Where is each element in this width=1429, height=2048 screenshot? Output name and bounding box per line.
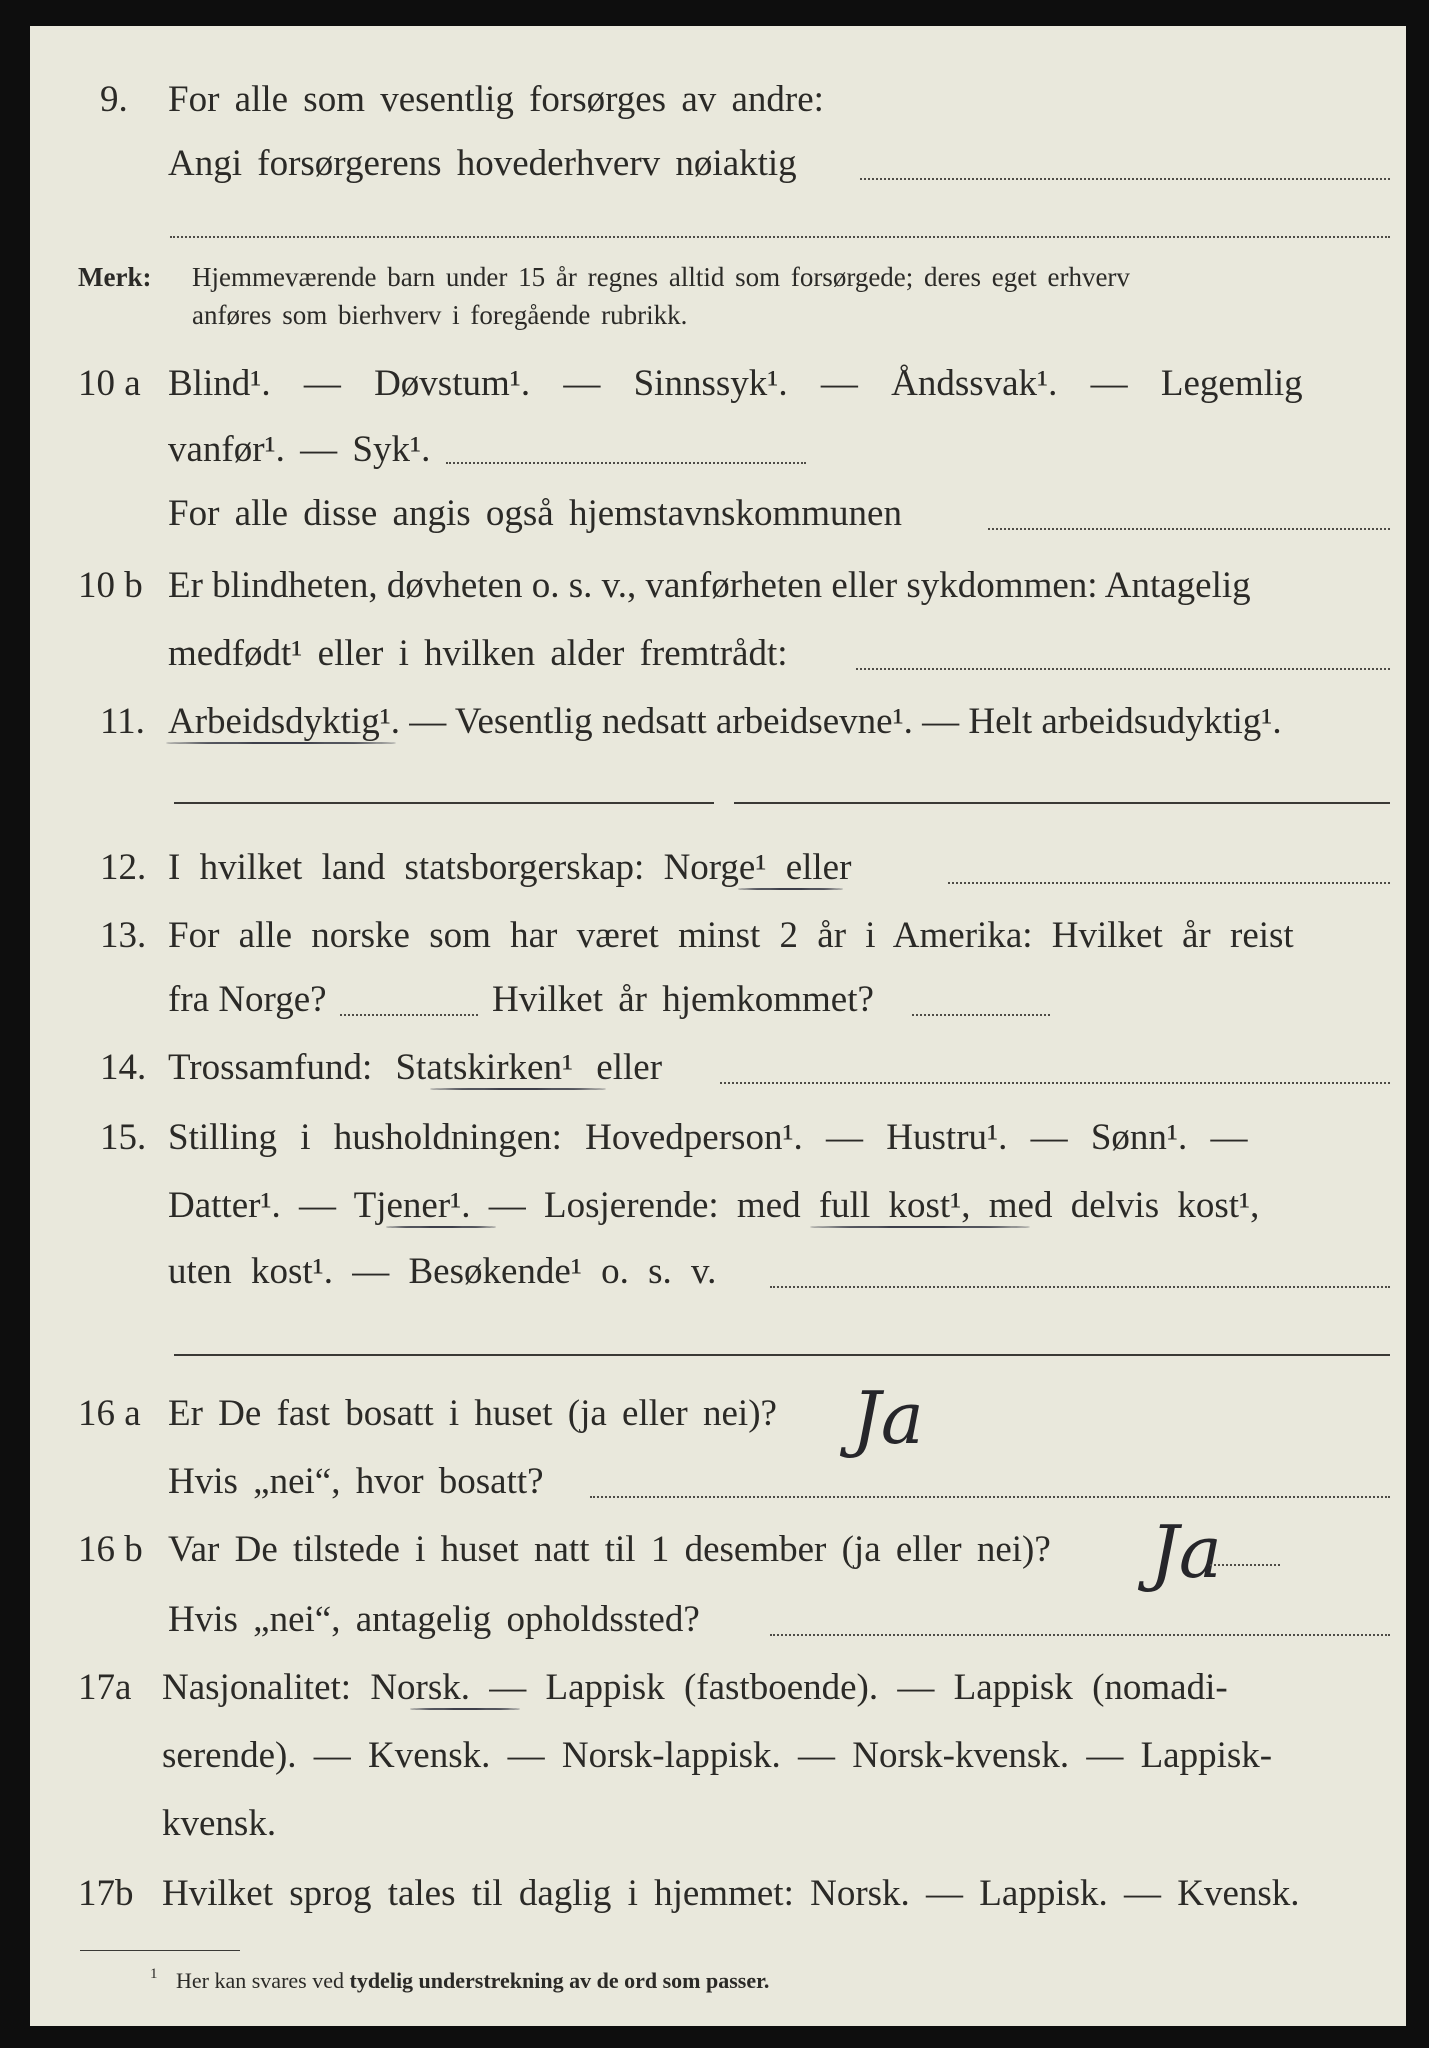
question-text: Nasjonalitet: Norsk. — Lappisk (fastboende). — Lappisk (nomadi-	[162, 1667, 1228, 1708]
question-number: 9.	[100, 79, 128, 120]
answer-line[interactable]	[770, 1286, 1390, 1288]
question-text: Hvilket år hjemkommet?	[492, 979, 874, 1020]
question-number: 16 a	[78, 1393, 141, 1434]
question-text: fra Norge?	[168, 979, 327, 1020]
question-text: Stilling i husholdningen: Hovedperson¹. — Hustru¹. — Sønn¹. —	[168, 1117, 1248, 1158]
question-number: 11.	[100, 701, 145, 742]
question-text: Arbeidsdyktig¹. — Vesentlig nedsatt arbeidsevne¹. — Helt arbeidsudyktig¹.	[168, 701, 1282, 742]
question-number: 10 a	[78, 363, 141, 404]
footnote-text	[176, 1968, 769, 1994]
footnote-text-bold: tydelig understrekning av de ord som passer.	[349, 1968, 770, 1993]
answer-rule[interactable]	[174, 1354, 1390, 1356]
handwritten-underline	[410, 1708, 520, 1710]
question-text: For alle disse angis også hjemstavnskommunen	[168, 493, 902, 534]
handwritten-answer: Ja	[1150, 1510, 1222, 1594]
question-text: Var De tilstede i huset natt til 1 desember (ja eller nei)?	[168, 1529, 1051, 1570]
question-number: 14.	[100, 1047, 147, 1088]
answer-line[interactable]	[590, 1496, 1390, 1498]
question-number: 13.	[100, 915, 147, 956]
answer-line[interactable]	[988, 528, 1390, 530]
question-text: Hvilket sprog tales til daglig i hjemmet: Norsk. — Lappisk. — Kvensk.	[162, 1873, 1300, 1914]
answer-line[interactable]	[770, 1634, 1390, 1636]
footnote-marker: 1	[150, 1966, 158, 1982]
question-text: Hvis „nei“, hvor bosatt?	[168, 1461, 544, 1502]
note-text: anføres som bierhverv i foregående rubrikk.	[192, 300, 688, 330]
question-text: Trossamfund: Statskirken¹ eller	[168, 1047, 663, 1088]
question-text: Blind¹. — Døvstum¹. — Sinnssyk¹. — Åndssvak¹. — Legemlig	[168, 363, 1303, 404]
handwritten-answer: Ja	[852, 1376, 924, 1460]
footnote-text-plain: Her kan svares ved	[176, 1968, 344, 1993]
handwritten-underline	[810, 1226, 1030, 1228]
question-text: uten kost¹. — Besøkende¹ o. s. v.	[168, 1251, 717, 1292]
question-text: Er De fast bosatt i huset (ja eller nei)?	[168, 1393, 777, 1434]
answer-line[interactable]	[860, 178, 1390, 180]
note-text: Hjemmeværende barn under 15 år regnes alltid som forsørgede; deres eget erhverv	[192, 262, 1130, 292]
handwritten-underline	[166, 742, 396, 744]
answer-line[interactable]	[170, 236, 1390, 238]
note-label: Merk:	[78, 262, 152, 292]
question-number: 15.	[100, 1117, 147, 1158]
question-text: Er blindheten, døvheten o. s. v., vanførheten eller sykdommen: Antagelig	[168, 565, 1251, 606]
answer-rule[interactable]	[174, 802, 714, 804]
question-number: 10 b	[78, 565, 143, 606]
question-text: Hvis „nei“, antagelig opholdssted?	[168, 1599, 700, 1640]
answer-line[interactable]	[912, 1014, 1050, 1016]
question-text: For alle norske som har været minst 2 år i Amerika: Hvilket år reist	[168, 915, 1294, 956]
question-text: Angi forsørgerens hovederhverv nøiaktig	[168, 143, 797, 184]
question-text: I hvilket land statsborgerskap: Norge¹ eller	[168, 847, 852, 888]
handwritten-underline	[430, 1088, 606, 1090]
question-number: 12.	[100, 847, 147, 888]
answer-line[interactable]	[340, 1014, 478, 1016]
footnote-rule	[80, 1950, 240, 1951]
question-text: Datter¹. — Tjener¹. — Losjerende: med full kost¹, med delvis kost¹,	[168, 1185, 1260, 1226]
question-text: medfødt¹ eller i hvilken alder fremtrådt:	[168, 633, 788, 674]
question-text: serende). — Kvensk. — Norsk-lappisk. — Norsk-kvensk. — Lappisk-	[162, 1735, 1273, 1776]
question-text: For alle som vesentlig forsørges av andre:	[168, 79, 824, 120]
handwritten-underline	[738, 888, 843, 890]
question-text: vanfør¹. — Syk¹.	[168, 429, 431, 470]
census-form-page	[30, 26, 1406, 2026]
handwritten-underline	[386, 1226, 496, 1228]
answer-line[interactable]	[948, 882, 1390, 884]
question-number: 16 b	[78, 1529, 143, 1570]
question-number: 17a	[78, 1667, 132, 1708]
answer-line[interactable]	[446, 462, 806, 464]
question-number: 17b	[78, 1873, 134, 1914]
answer-rule[interactable]	[734, 802, 1390, 804]
question-text: kvensk.	[162, 1803, 277, 1844]
answer-line[interactable]	[720, 1082, 1390, 1084]
answer-line[interactable]	[1210, 1564, 1280, 1566]
answer-line[interactable]	[856, 668, 1390, 670]
